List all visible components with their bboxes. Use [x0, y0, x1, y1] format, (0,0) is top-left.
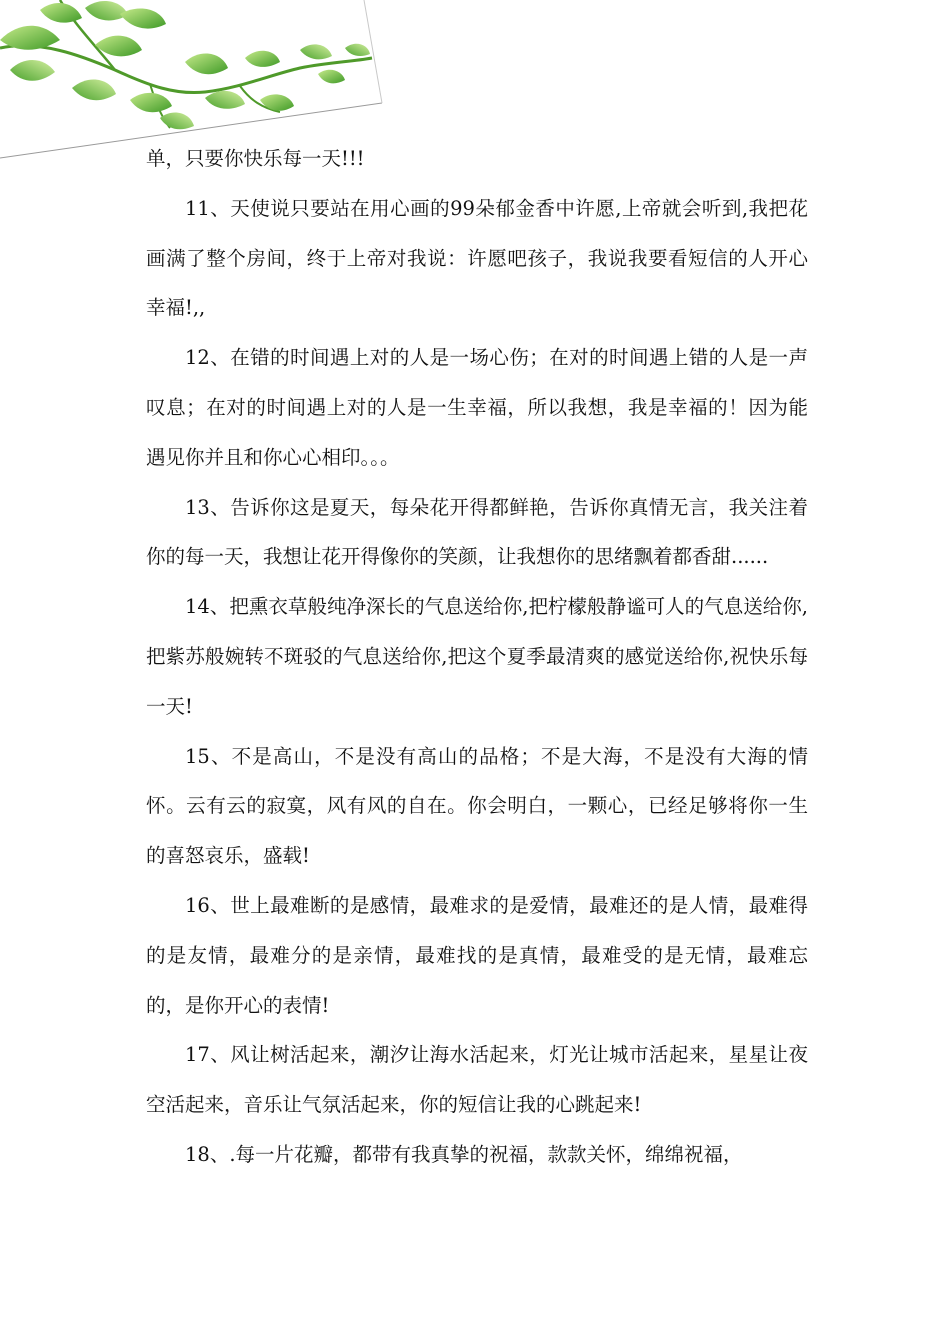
paragraph-16: 16、世上最难断的是感情，最难求的是爱情，最难还的是人情，最难得的是友情，最难分的是亲情，最难找的是真情，最难受的是无情，最难忘的，是你开心的表情! — [146, 893, 808, 1017]
paragraph-13: 13、告诉你这是夏天，每朵花开得都鲜艳，告诉你真情无言，我关注着你的每一天，我想让花开得像你的笑颜，让我想你的思绪飘着都香甜...... — [146, 495, 808, 569]
paragraph-15: 15、不是高山，不是没有高山的品格；不是大海，不是没有大海的情怀。云有云的寂寞，风有风的自在。你会明白，一颗心，已经足够将你一生的喜怒哀乐，盛载! — [146, 744, 808, 868]
paragraph-12: 12、在错的时间遇上对的人是一场心伤；在对的时间遇上错的人是一声叹息；在对的时间遇上对的人是一生幸福，所以我想，我是幸福的！因为能遇见你并且和你心心相印。。。 — [146, 346, 808, 469]
continuation-line: 单，只要你快乐每一天!!! — [146, 147, 365, 170]
paragraph-11: 11、天使说只要站在用心画的99朵郁金香中许愿,上帝就会听到,我把花画满了整个房间，终于上帝对我说：许愿吧孩子，我说我要看短信的人开心幸福!,, — [146, 196, 808, 320]
paragraph-17: 17、风让树活起来，潮汐让海水活起来，灯光让城市活起来，星星让夜空活起来，音乐让气氛活起来，你的短信让我的心跳起来! — [146, 1043, 808, 1117]
paragraph-14: 14、把熏衣草般纯净深长的气息送给你,把柠檬般静谧可人的气息送给你,把紫苏般婉转不斑驳的气息送给你,把这个夏季最清爽的感觉送给你,祝快乐每一天! — [146, 595, 808, 718]
document-body — [146, 134, 808, 1180]
paragraph-18: 18、.每一片花瓣，都带有我真挚的祝福，款款关怀，绵绵祝福， — [185, 1142, 743, 1166]
